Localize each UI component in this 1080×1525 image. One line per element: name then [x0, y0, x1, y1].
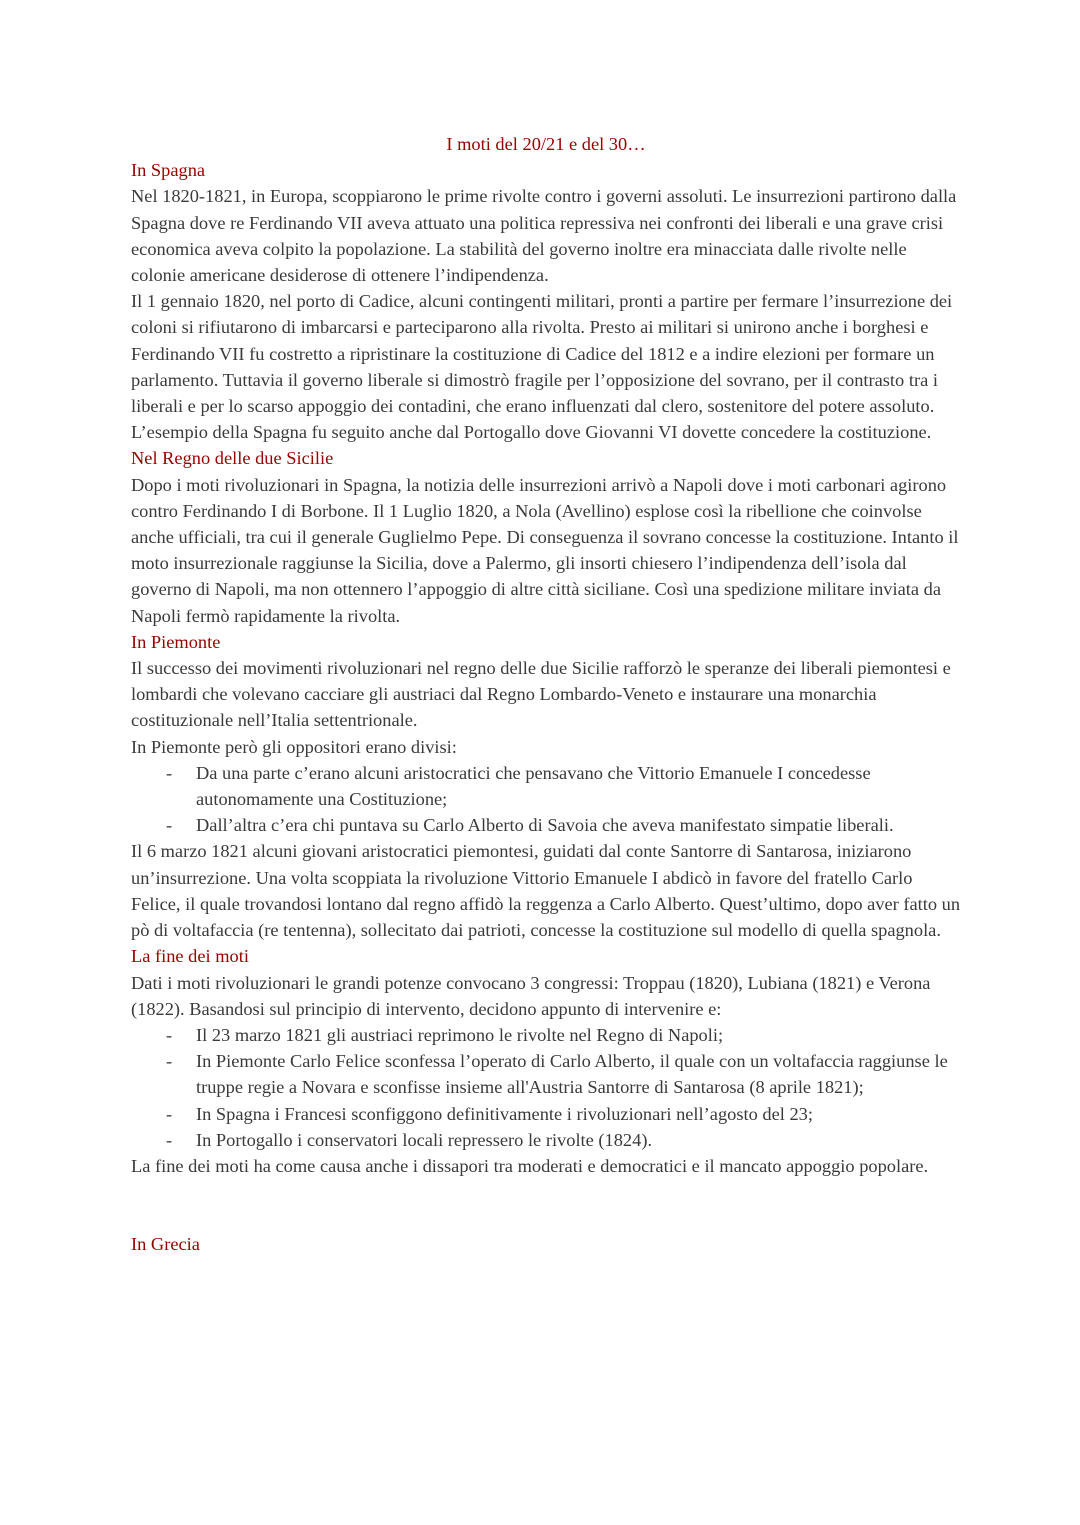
- paragraph: Nel 1820-1821, in Europa, scoppiarono le prime rivolte contro i governi assoluti. Le insurrezioni partirono dalla Spagna dove re Ferdinando VII aveva attuato una politica repressiva nei confronti dei liberali e una grave crisi economica aveva colpito la popolazione. La stabilità del governo inoltre era minacciata dalle rivolte nelle colonie americane desiderose di ottenere l’indipendenza.: [131, 186, 957, 286]
- list-item-text: In Portogallo i conservatori locali repressero le rivolte (1824).: [196, 1129, 653, 1150]
- list-item: [166, 1101, 961, 1127]
- bullet-list: [131, 760, 961, 839]
- section-heading-spagna: In Spagna: [131, 160, 206, 181]
- dash-bullet-icon: -: [166, 815, 173, 836]
- list-item-text: In Spagna i Francesi sconfiggono definitivamente i rivoluzionari nell’agosto del 23;: [196, 1103, 813, 1124]
- bullet-list: [131, 1022, 961, 1153]
- paragraph: Il 1 gennaio 1820, nel porto di Cadice, alcuni contingenti militari, pronti a partire per fermare l’insurrezione dei coloni si rifiutarono di imbarcarsi e parteciparono alla rivolta. Presto ai militari si unirono anche i borghesi e Ferdinando VII fu costretto a ripristinare la costituzione di Cadice del 1812 e a indire elezioni per formare un parlamento. Tuttavia il governo liberale si dimostrò fragile per l’opposizione del sovrano, per il contrasto tra i liberali e per lo scarso appoggio dei contadini, che erano influenzati dal clero, sostenitore del potere assoluto. L’esempio della Spagna fu seguito anche dal Portogallo dove Giovanni VI dovette concedere la costituzione.: [131, 291, 953, 443]
- dash-bullet-icon: -: [166, 1129, 173, 1150]
- list-item-text: Il 23 marzo 1821 gli austriaci reprimono le rivolte nel Regno di Napoli;: [196, 1024, 724, 1045]
- paragraph: La fine dei moti ha come causa anche i dissapori tra moderati e democratici e il mancato appoggio popolare.: [131, 1155, 929, 1176]
- list-item-text: Dall’altra c’era chi puntava su Carlo Alberto di Savoia che aveva manifestato simpatie liberali.: [196, 815, 894, 836]
- dash-bullet-icon: -: [166, 1024, 173, 1045]
- dash-bullet-icon: -: [166, 1103, 173, 1124]
- paragraph: Dati i moti rivoluzionari le grandi potenze convocano 3 congressi: Troppau (1820), Lubiana (1821) e Verona (1822). Basandosi sul principio di intervento, decidono appunto di intervenire e:: [131, 972, 931, 1019]
- paragraph: Il successo dei movimenti rivoluzionari nel regno delle due Sicilie rafforzò le speranze dei liberali piemontesi e lombardi che volevano cacciare gli austriaci dal Regno Lombardo-Veneto e instaurare una monarchia costituzionale nell’Italia settentrionale.: [131, 658, 951, 731]
- section-piemonte: [131, 629, 961, 943]
- list-item: [166, 1127, 961, 1153]
- list-item-text: Da una parte c’erano alcuni aristocratici che pensavano che Vittorio Emanuele I concedesse autonomamente una Costituzione;: [196, 762, 871, 810]
- section-due-sicilie: [131, 445, 961, 628]
- paragraph: Il 6 marzo 1821 alcuni giovani aristocratici piemontesi, guidati dal conte Santorre di Santarosa, iniziarono un’insurrezione. Una volta scoppiata la rivoluzione Vittorio Emanuele I abdicò in favore del fratello Carlo Felice, il quale trovandosi lontano dal regno affidò la reggenza a Carlo Alberto. Quest’ultimo, dopo aver fatto un pò di voltafaccia (re tentenna), sollecitato dai patrioti, concesse la costituzione sul modello di quella spagnola.: [131, 841, 961, 941]
- list-item: [166, 812, 961, 838]
- section-heading-fine-dei-moti: La fine dei moti: [131, 946, 249, 967]
- document-title: I moti del 20/21 e del 30…: [446, 134, 646, 154]
- list-item: [166, 1022, 961, 1048]
- list-item: [166, 760, 961, 812]
- section-grecia: [131, 1231, 961, 1257]
- document-page: [131, 131, 961, 1257]
- dash-bullet-icon: -: [166, 1051, 173, 1072]
- paragraph: In Piemonte però gli oppositori erano divisi:: [131, 736, 457, 757]
- section-heading-grecia: In Grecia: [131, 1234, 200, 1255]
- paragraph: Dopo i moti rivoluzionari in Spagna, la notizia delle insurrezioni arrivò a Napoli dove i moti carbonari agirono contro Ferdinando I di Borbone. Il 1 Luglio 1820, a Nola (Avellino) esplose così la ribellione che coinvolse anche ufficiali, tra cui il generale Guglielmo Pepe. Di conseguenza il sovrano concesse la costituzione. Intanto il moto insurrezionale raggiunse la Sicilia, dove a Palermo, gli insorti chiesero l’indipendenza dell’isola dal governo di Napoli, ma non ottennero l’appoggio di altre città siciliane. Così una spedizione militare inviata da Napoli fermò rapidamente la rivolta.: [131, 474, 959, 626]
- list-item-text: In Piemonte Carlo Felice sconfessa l’operato di Carlo Alberto, il quale con un voltafaccia raggiunse le truppe regie a Novara e sconfisse insieme all'Austria Santorre di Santarosa (8 aprile 1821);: [196, 1051, 948, 1098]
- section-heading-due-sicilie: Nel Regno delle due Sicilie: [131, 448, 334, 469]
- list-item: [166, 1048, 961, 1100]
- dash-bullet-icon: -: [166, 762, 173, 783]
- blank-space: [131, 1179, 961, 1231]
- section-spagna: [131, 157, 961, 445]
- section-fine-dei-moti: [131, 943, 961, 1179]
- section-heading-piemonte: In Piemonte: [131, 631, 221, 652]
